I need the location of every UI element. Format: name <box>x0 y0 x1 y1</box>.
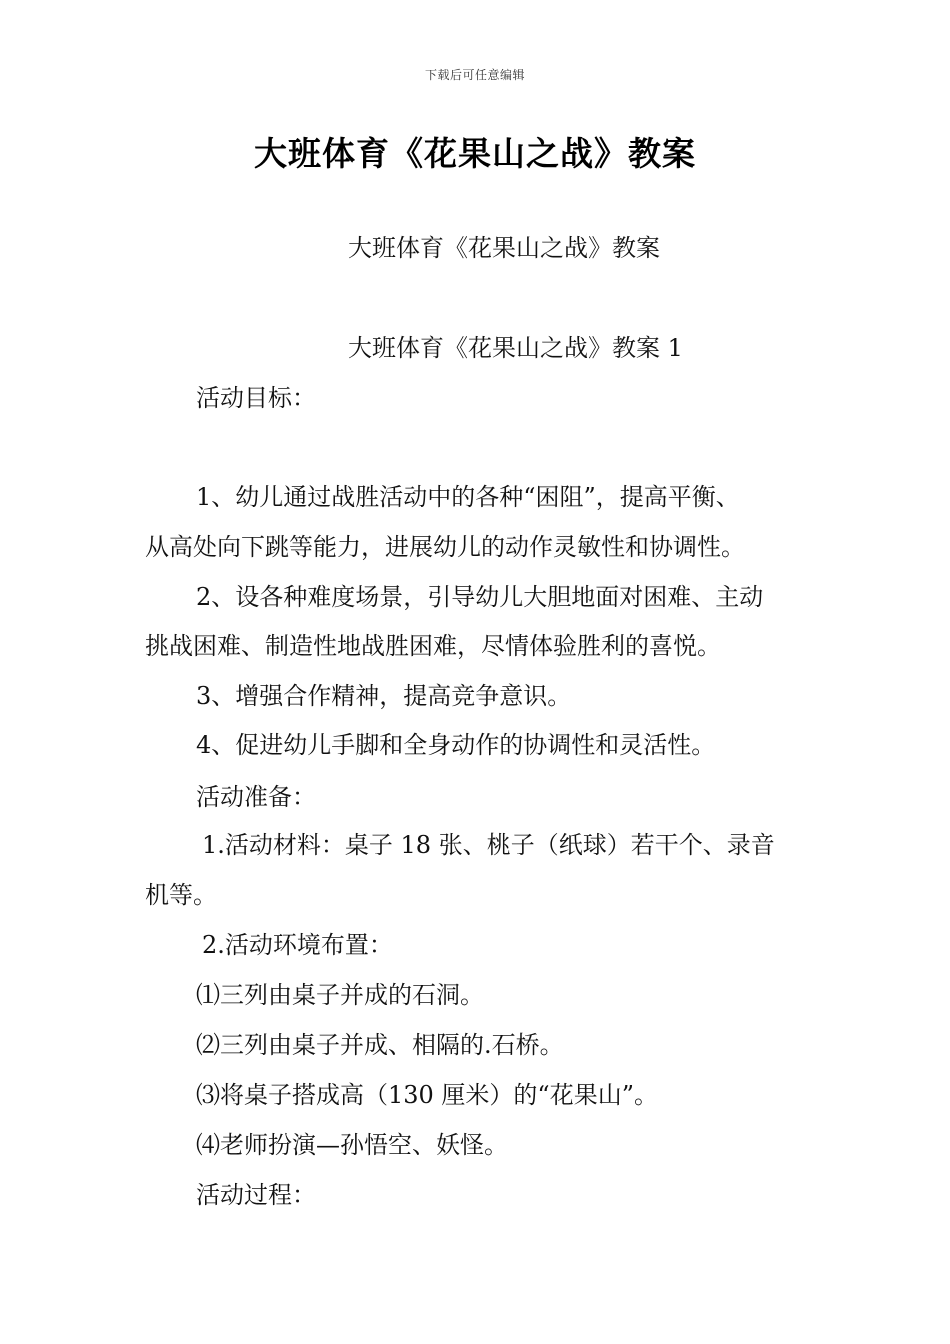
process-heading: 活动过程： <box>196 1181 316 1209</box>
goal-4: 4、促进幼儿手脚和全身动作的协调性和灵活性。 <box>196 731 716 759</box>
goal-2-line-2: 挑战困难、制造性地战胜困难，尽情体验胜利的喜悦。 <box>145 632 721 660</box>
env-item-2: ⑵三列由桌子并成、相隔的.石桥。 <box>196 1031 564 1059</box>
section-title: 大班体育《花果山之战》教案 1 <box>348 334 683 362</box>
goals-heading: 活动目标： <box>196 384 316 412</box>
env-item-4: ⑷老师扮演—孙悟空、妖怪。 <box>196 1131 508 1159</box>
goal-1-line-1: 1、幼儿通过战胜活动中的各种“困阻”，提高平衡、 <box>196 483 740 511</box>
document-subtitle: 大班体育《花果山之战》教案 <box>348 234 660 262</box>
goal-1-line-2: 从高处向下跳等能力，进展幼儿的动作灵敏性和协调性。 <box>145 533 745 561</box>
prep-1-line-1: 1.活动材料：桌子 18 张、桃子（纸球）若干个、录音 <box>202 831 775 859</box>
prep-2: 2.活动环境布置： <box>202 931 393 959</box>
document-title: 大班体育《花果山之战》教案 <box>254 134 696 173</box>
goal-2-line-1: 2、设各种难度场景，引导幼儿大胆地面对困难、主动 <box>196 583 764 611</box>
header-note: 下载后可任意编辑 <box>424 68 525 82</box>
env-item-3: ⑶将桌子搭成高（130 厘米）的“花果山”。 <box>196 1081 658 1109</box>
prep-1-line-2: 机等。 <box>145 881 217 909</box>
env-item-1: ⑴三列由桌子并成的石洞。 <box>196 981 484 1009</box>
goal-3: 3、增强合作精神，提高竞争意识。 <box>196 682 572 710</box>
prep-heading: 活动准备： <box>196 783 316 811</box>
